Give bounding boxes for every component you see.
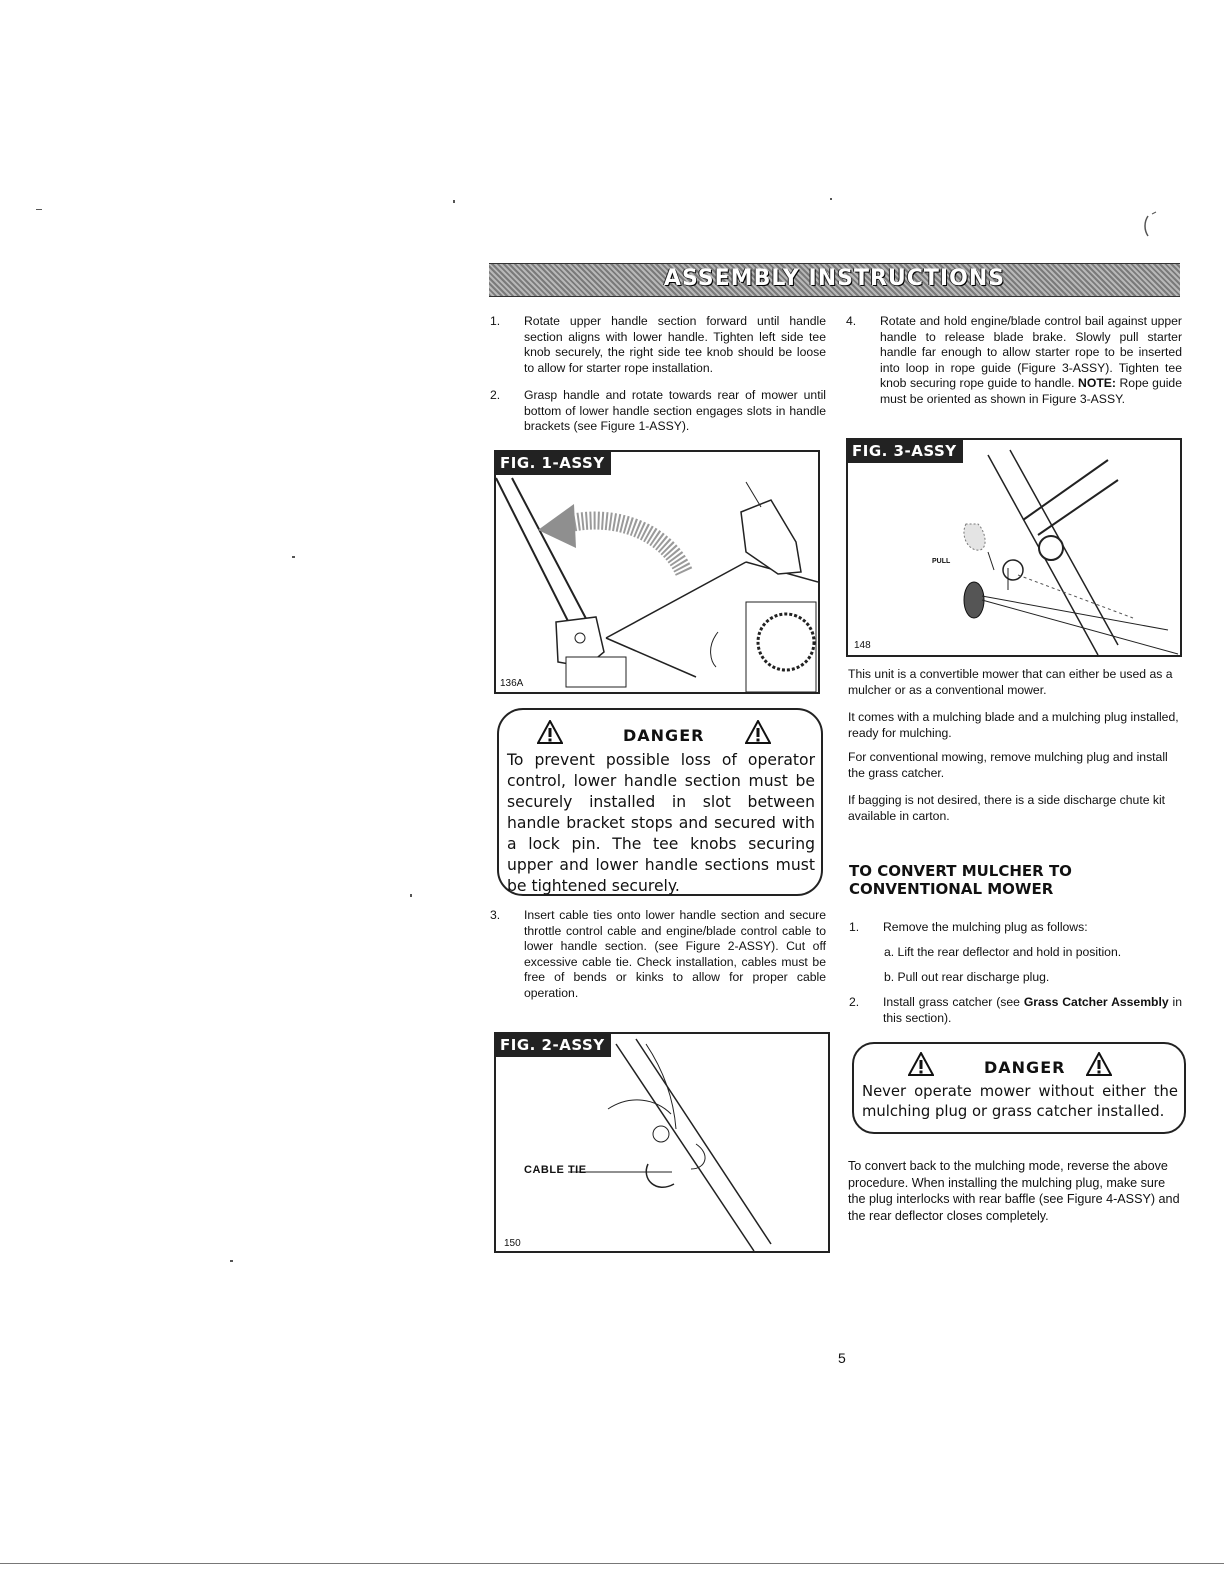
step-text-bold: Grass Catcher Assembly	[1023, 995, 1169, 1009]
figure-2	[494, 1032, 830, 1253]
page-number: 5	[838, 1350, 846, 1366]
step-text: Rotate upper handle section forward until handle section aligns with lower handle. Tighten left side tee knob securely, the right side tee knob should be loose to allow for starter rope installation.	[524, 314, 826, 375]
step-text: Insert cable ties onto lower handle section and secure throttle control cable and engine/blade control cable to lower handle section. (see Figure 2-ASSY). Cut off excessive cable tie. Check installation, cables must be free of bends or kinks to allow for proper cable operation.	[524, 908, 826, 1000]
warning-triangle-icon	[745, 720, 771, 744]
cable-tie-callout: CABLE TIE	[524, 1164, 587, 1176]
sub-step-b: b. Pull out rear discharge plug.	[884, 970, 1050, 984]
step-4	[846, 314, 1182, 426]
danger-text: Never operate mower without either the mulching plug or grass catcher installed.	[862, 1083, 1178, 1120]
warning-triangle-icon	[537, 720, 563, 744]
note-text: Rope guide must be oriented as shown in Figure 3-ASSY.	[880, 376, 1182, 406]
step-3	[490, 908, 826, 1004]
step-number: 2.	[849, 995, 860, 1009]
scan-speck	[830, 198, 832, 200]
figure-3-number: 148	[854, 640, 871, 651]
paragraph: If bagging is not desired, there is a side discharge chute kit available in carton.	[848, 793, 1166, 823]
figure-3-label: FIG. 3-ASSY	[848, 440, 963, 463]
scan-speck	[36, 209, 42, 210]
step-text-main: Rotate and hold engine/blade control bail against upper handle to release blade brake. Slowly pull starter handle far enough to allow starter rope to be inserted into loop in rope guide (Figure 3-ASSY). Tighten tee knob securing rope guide to handle.	[880, 314, 1182, 390]
figure-3	[846, 438, 1182, 657]
paragraph: For conventional mowing, remove mulching plug and install the grass catcher.	[848, 750, 1168, 780]
step-text	[883, 995, 1182, 1026]
figure-2-number: 150	[504, 1238, 521, 1249]
step-number: 3.	[490, 908, 501, 922]
step-number: 4.	[846, 314, 857, 328]
closing-paragraph: To convert back to the mulching mode, reverse the above procedure. When installing the mulching plug, make sure the plug interlocks with rear baffle (see Figure 4-ASSY) and the rear deflector closes completely.	[848, 1159, 1180, 1223]
paragraph: It comes with a mulching blade and a mulching plug installed, ready for mulching.	[848, 710, 1179, 740]
scan-speck	[230, 1260, 233, 1262]
scan-speck	[292, 556, 295, 558]
section-heading	[849, 862, 1183, 898]
pull-callout: PULL	[932, 558, 951, 565]
step-number: 1.	[849, 920, 860, 934]
convert-step-1	[849, 920, 1182, 938]
scan-speck	[410, 894, 412, 897]
sub-step-a: a. Lift the rear deflector and hold in position.	[884, 945, 1122, 959]
figure-1	[494, 450, 820, 694]
figure-1-number: 136A	[500, 678, 524, 689]
convert-step-2	[849, 995, 1182, 1029]
figure-3-illustration	[848, 440, 1180, 655]
warning-triangle-icon	[908, 1052, 934, 1076]
figure-1-illustration	[496, 452, 818, 692]
step-text: Remove the mulching plug as follows:	[883, 920, 1088, 934]
page-bottom-edge	[0, 1563, 1224, 1564]
section-title: ASSEMBLY INSTRUCTIONS	[663, 266, 1006, 291]
step-text-pre: Install grass catcher (see	[883, 995, 1024, 1009]
danger-title: DANGER	[984, 1058, 1066, 1077]
heading-line-2: CONVENTIONAL MOWER	[849, 880, 1054, 898]
paragraph: This unit is a convertible mower that can either be used as a mulcher or as a conventional mower.	[848, 667, 1173, 697]
note-label: NOTE:	[1078, 376, 1116, 390]
figure-2-illustration	[496, 1034, 828, 1251]
step-1	[490, 314, 826, 378]
step-text-post: in this section).	[883, 995, 1183, 1025]
figure-1-label: FIG. 1-ASSY	[496, 452, 611, 475]
step-text: Grasp handle and rotate towards rear of mower until bottom of lower handle section engages slots in handle brackets (see Figure 1-ASSY).	[524, 388, 826, 433]
danger-box-1	[497, 708, 823, 896]
corner-mark	[1138, 208, 1162, 238]
heading-line-1: TO CONVERT MULCHER TO	[849, 862, 1072, 880]
warning-triangle-icon	[1086, 1052, 1112, 1076]
scan-speck	[453, 200, 455, 203]
step-text	[880, 314, 1182, 407]
danger-box-2	[852, 1042, 1186, 1134]
danger-title: DANGER	[623, 726, 705, 745]
figure-2-label: FIG. 2-ASSY	[496, 1034, 611, 1057]
step-2	[490, 388, 826, 436]
step-number: 2.	[490, 388, 501, 402]
step-number: 1.	[490, 314, 501, 328]
section-banner	[489, 263, 1180, 297]
danger-text: To prevent possible loss of operator control, lower handle section must be securely installed in slot between handle bracket stops and secured with a lock pin. The tee knobs securing upper and lower handle sections must be tightened securely.	[507, 751, 815, 895]
